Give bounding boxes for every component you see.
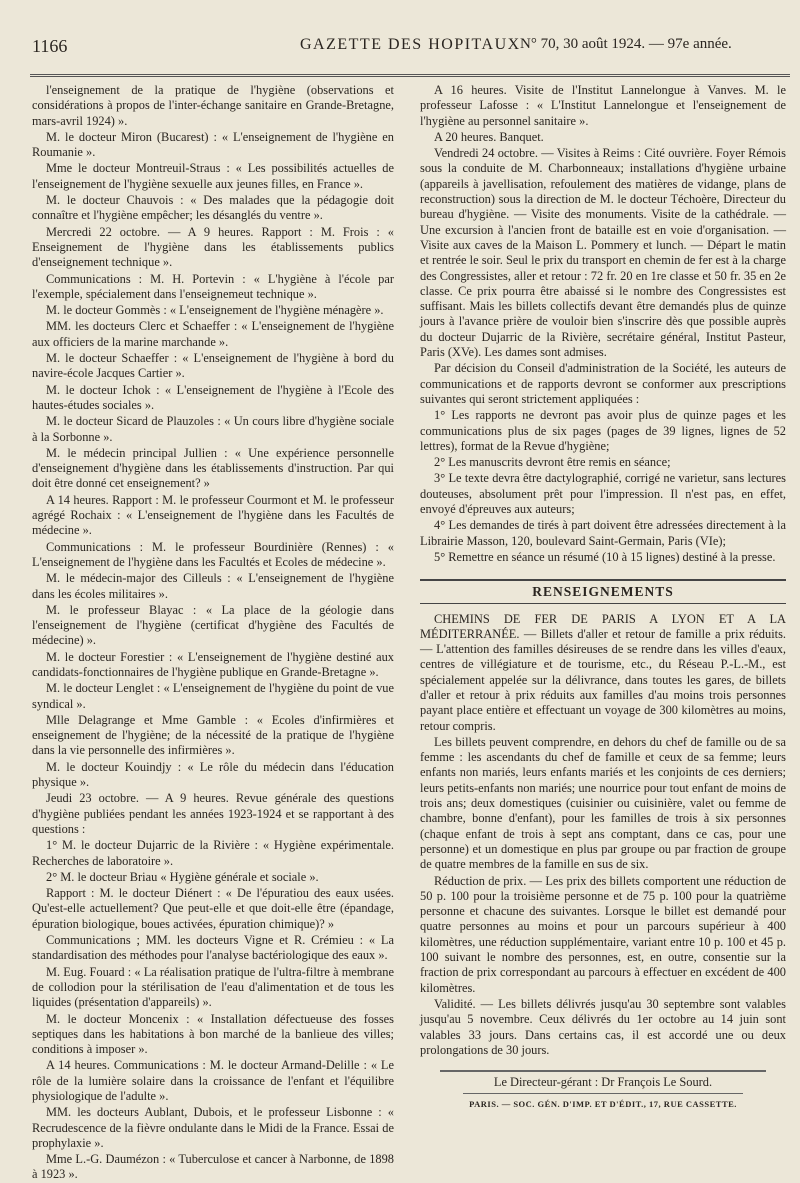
program-paragraph: M. Eug. Fouard : « La réalisation pratique de l'ultra-filtre à membrane de collodion pour la stérilisation de l'eau d'alimentation et de tous les liquides (présentation d'appareils) ».: [32, 964, 394, 1010]
program-paragraph: A 16 heures. Visite de l'Institut Lannelongue à Vanves. M. le professeur Lafosse : « L'Institut Lannelongue et l'enseignement de l'hygiène au personnel sanitaire ».: [420, 83, 786, 128]
right-column: [420, 82, 786, 1113]
info-paragraph: Réduction de prix. — Les prix des billets comportent une réduction de 50 p. 100 pour la troisième personne et de 75 p. 100 pour la quatrième personne et chacune des suivantes. Lorsque le billet est demandé pour quatre personnes au moins et pour un parcours supérieur à 400 kilomètres, une réduction supplémentaire, variant entre 10 p. 100 et 45 p. 100 suivant le nombre des personnes, est, en outre, consentie sur la fraction de prix correspondant au parcours à effectuer en excédent de 400 kilomètres.: [420, 873, 786, 995]
program-paragraph: 1° Les rapports ne devront pas avoir plus de quinze pages et les communications plus de six pages (pages de 39 lignes, lignes de 52 lettres), format de la Revue d'hygiène;: [420, 408, 786, 453]
program-paragraph: 2° Les manuscrits devront être remis en séance;: [434, 455, 671, 470]
footer-rule: [440, 1070, 766, 1072]
program-paragraph: M. le docteur Kouindjy : « Le rôle du médecin dans l'éducation physique ».: [32, 759, 394, 790]
renseignements-body: [420, 612, 786, 1059]
program-paragraph: Communications : M. H. Portevin : « L'hygiène à l'école par l'exemple, spécialement dans l'enseignemeut technique ».: [32, 271, 394, 301]
program-paragraph: M. le médecin principal Jullien : « Une expérience personnelle d'enseignement d'hygiène dans les établissements d'instruction. Par qui doit être donné cet enseignement? »: [32, 445, 394, 491]
program-paragraph: MM. les docteurs Aublant, Dubois, et le professeur Lisbonne : « Recrudescence de la fièvre ondulante dans le Midi de la France. Essai de prophylaxie ».: [32, 1105, 394, 1150]
program-paragraph: MM. les docteurs Clerc et Schaeffer : « L'enseignement de l'hygiène aux officiers de la marine marchande ».: [32, 319, 394, 349]
left-column: [32, 82, 394, 1183]
printer-line: PARIS. — SOC. GÉN. D'IMP. ET D'ÉDIT., 17, RUE CASSETTE.: [469, 1099, 737, 1110]
program-paragraph: M. le docteur Forestier : « L'enseignement de l'hygiène destiné aux candidats-fonctionnaires de l'hygiène publique en Grande-Bretagne ».: [32, 649, 394, 679]
program-paragraph: Jeudi 23 octobre. — A 9 heures. Revue générale des questions d'hygiène publiées pendant les années 1923-1924 et se rapportant à des questions :: [32, 791, 394, 836]
program-paragraph: Communications ; MM. les docteurs Vigne et R. Crémieu : « La standardisation des méthodes pour l'analyse bactériologique des eaux ».: [32, 933, 394, 963]
info-paragraph: Validité. — Les billets délivrés jusqu'au 30 septembre sont valables jusqu'au 5 novembre. Ceux délivrés du 1er octobre au 14 juin sont valables 33 jours. Dans certains cas, il est accordé une ou deux prolongations de 30 jours.: [420, 996, 786, 1057]
header-rule: [30, 74, 790, 77]
program-paragraph: Mlle Delagrange et Mme Gamble : « Ecoles d'infirmières et enseignement de l'hygiène; de la nécessité de la pratique de l'hygiène dans la vie personnelle des infirmières ».: [32, 712, 394, 758]
section-heading: RENSEIGNEMENTS: [420, 579, 786, 603]
program-paragraph: l'enseignement de la pratique de l'hygiène (observations et considérations à propos de l'inter-échange sanitaire en Grande-Bretagne, mars-avril 1924) ».: [32, 83, 394, 128]
program-paragraph: M. le docteur Gommès : « L'enseignement de l'hygiène ménagère ».: [46, 303, 384, 318]
program-paragraph: M. le médecin-major des Cilleuls : « L'enseignement de l'hygiène dans les écoles militaires ».: [32, 571, 394, 601]
info-paragraph: Les billets peuvent comprendre, en dehors du chef de famille ou de sa femme : les ascendants du chef de famille et ceux de sa femme; leurs enfants non mariés, leurs enfants mariés et les conjoints de ces derniers; leurs petits-enfants non mariés; une nourrice pour tout enfant de moins de trois ans; deux domestiques (cuisinier ou cuisinière, valet ou femme de chambre, bonne d'enfant), pour les familles de trois à six personnes (chaque enfant de trois à sept ans comptant, dans ce cas, pour une personne) et un domestique en plus par groupe ou par fraction de groupe de quatre membres de la famille en sus de six.: [420, 734, 786, 872]
program-paragraph: Mme le docteur Montreuil-Straus : « Les possibilités actuelles de l'enseignement de l'hygiène sexuelle aux jeunes filles, en France ».: [32, 161, 394, 191]
journal-title: GAZETTE DES HOPITAUX: [300, 36, 521, 53]
program-paragraph: M. le docteur Miron (Bucarest) : « L'enseignement de l'hygiène en Roumanie ».: [32, 129, 394, 160]
program-paragraph: M. le docteur Lenglet : « L'enseignement de l'hygiène du point de vue syndical ».: [32, 681, 394, 711]
program-paragraph: M. le docteur Chauvois : « Des malades que la pédagogie doit connaître et l'hygiène empêcher; les désanglés du ventre ».: [32, 193, 394, 223]
congress-program-continued: [420, 83, 786, 565]
program-paragraph: M. le docteur Sicard de Plauzoles : « Un cours libre d'hygiène sociale à la Sorbonne ».: [32, 414, 394, 444]
program-paragraph: 3° Le texte devra être dactylographié, corrigé ne varietur, sans lectures douteuses, absolument prêt pour l'impression. Il n'est pas, en effet, envoyé d'épreuves aux auteurs;: [420, 471, 786, 517]
program-paragraph: Par décision du Conseil d'administration de la Société, les auteurs de communications et de rapports devront se conformer aux prescriptions suivantes qui seront strictement appliquées :: [420, 361, 786, 406]
program-paragraph: M. le docteur Schaeffer : « L'enseignement de l'hygiène à bord du navire-école Jacques Cartier ».: [32, 351, 394, 381]
program-paragraph: Rapport : M. le docteur Diénert : « De l'épuratiou des eaux usées. Qu'est-elle actuellement? Que peut-elle et que doit-elle être (épandage, épuration biologique, boues activées, épuration chimique)? »: [32, 886, 394, 931]
program-paragraph: Mercredi 22 octobre. — A 9 heures. Rapport : M. Frois : « Enseignement de l'hygiène dans les établissements publics d'enseignement technique ».: [32, 224, 394, 270]
program-paragraph: 5° Remettre en séance un résumé (10 à 15 lignes) destiné à la presse.: [434, 549, 776, 564]
program-paragraph: M. le docteur Ichok : « L'enseignement de l'hygiène à l'Ecole des hautes-études sociales ».: [32, 382, 394, 412]
program-paragraph: M. le professeur Blayac : « La place de la géologie dans l'enseignement de l'hygiène (certificat d'hygiène des Facultés de médecine) ».: [32, 602, 394, 648]
info-paragraph: CHEMINS DE FER DE PARIS A LYON ET A LA MÉDITERRANÉE. — Billets d'aller et retour de famille a prix réduits. — L'attention des familles désireuses de se rendre dans les villes d'eaux, centres de villégiature et de tourisme, etc., du Réseau P.-L.-M., est spécialement appelée sur la délivrance, dans toutes les gares, de billets d'aller et retour à prix réduits aux familles d'au moins trois personnes payant place entière et effectuant un voyage de 300 kilomètres au moins, retour compris.: [420, 611, 786, 733]
program-paragraph: A 14 heures. Communications : M. le docteur Armand-Delille : « Le rôle de la lumière solaire dans la croissance de l'enfant et l'équilibre physiologique de l'adulte ».: [32, 1058, 394, 1103]
program-paragraph: Communications : M. le professeur Bourdinière (Rennes) : « L'enseignement de l'hygiène dans les Facultés et Ecoles de médecine ».: [32, 539, 394, 569]
program-paragraph: 2° M. le docteur Briau « Hygiène générale et sociale ».: [46, 869, 319, 884]
issue-info: N° 70, 30 août 1924. — 97e année.: [520, 36, 732, 52]
program-paragraph: 1° M. le docteur Dujarric de la Rivière : « Hygiène expérimentale. Recherches de laboratoire ».: [32, 838, 394, 868]
program-paragraph: 4° Les demandes de tirés à part doivent être adressées directement à la Librairie Masson, 120, boulevard Saint-Germain, Paris (VIe);: [420, 518, 786, 548]
director-line: Le Directeur-gérant : Dr François Le Sourd.: [493, 1075, 713, 1090]
program-paragraph: Mme L.-G. Daumézon : « Tuberculose et cancer à Narbonne, de 1898 à 1923 ».: [32, 1152, 394, 1182]
program-paragraph: Vendredi 24 octobre. — Visites à Reims : Cité ouvrière. Foyer Rémois sous la conduite de M. Charbonneaux; installations d'hygiène urbaine (appareils à javellisation, refoulement des matières de vidange, plans de reconstruction) sous la direction de M. le docteur Téchoère, Directeur du bureau d'hygiène. — Visite des monuments. Visite de la cathédrale. — Une excursion à l'ancien front de bataille est en voie d'organisation. — Visite aux caves de la Maison L. Pommery et lunch. — Départ le matin et rentrée le soir. Seul le prix du transport en chemin de fer est à la charge des Congressistes, aller et retour : 72 fr. 20 en 1re classe et 50 fr. 35 en 2e classe. Ce prix pourra être abaissé si le nombre des Congressistes est suffisant. Mais les billets collectifs devant être demandés plus de quinze jours à l'avance prière de vouloir bien s'inscrire dès que possible auprès du docteur Dujarric de la Rivière, secrétaire général, Institut Pasteur, Paris (XVe). Les dames sont admises.: [420, 146, 786, 360]
director-rule: [463, 1093, 743, 1094]
program-paragraph: M. le docteur Moncenix : « Installation défectueuse des fosses septiques dans les habitations à bon marché de la banlieue des villes; conditions à imposer ».: [32, 1011, 394, 1057]
program-paragraph: A 14 heures. Rapport : M. le professeur Courmont et M. le professeur agrégé Rochaix : « L'enseignement de l'hygiène dans les Facultés de médecine ».: [32, 492, 394, 538]
program-paragraph: A 20 heures. Banquet.: [434, 129, 544, 144]
page-header: [0, 36, 800, 62]
page-number: 1166: [32, 36, 68, 56]
